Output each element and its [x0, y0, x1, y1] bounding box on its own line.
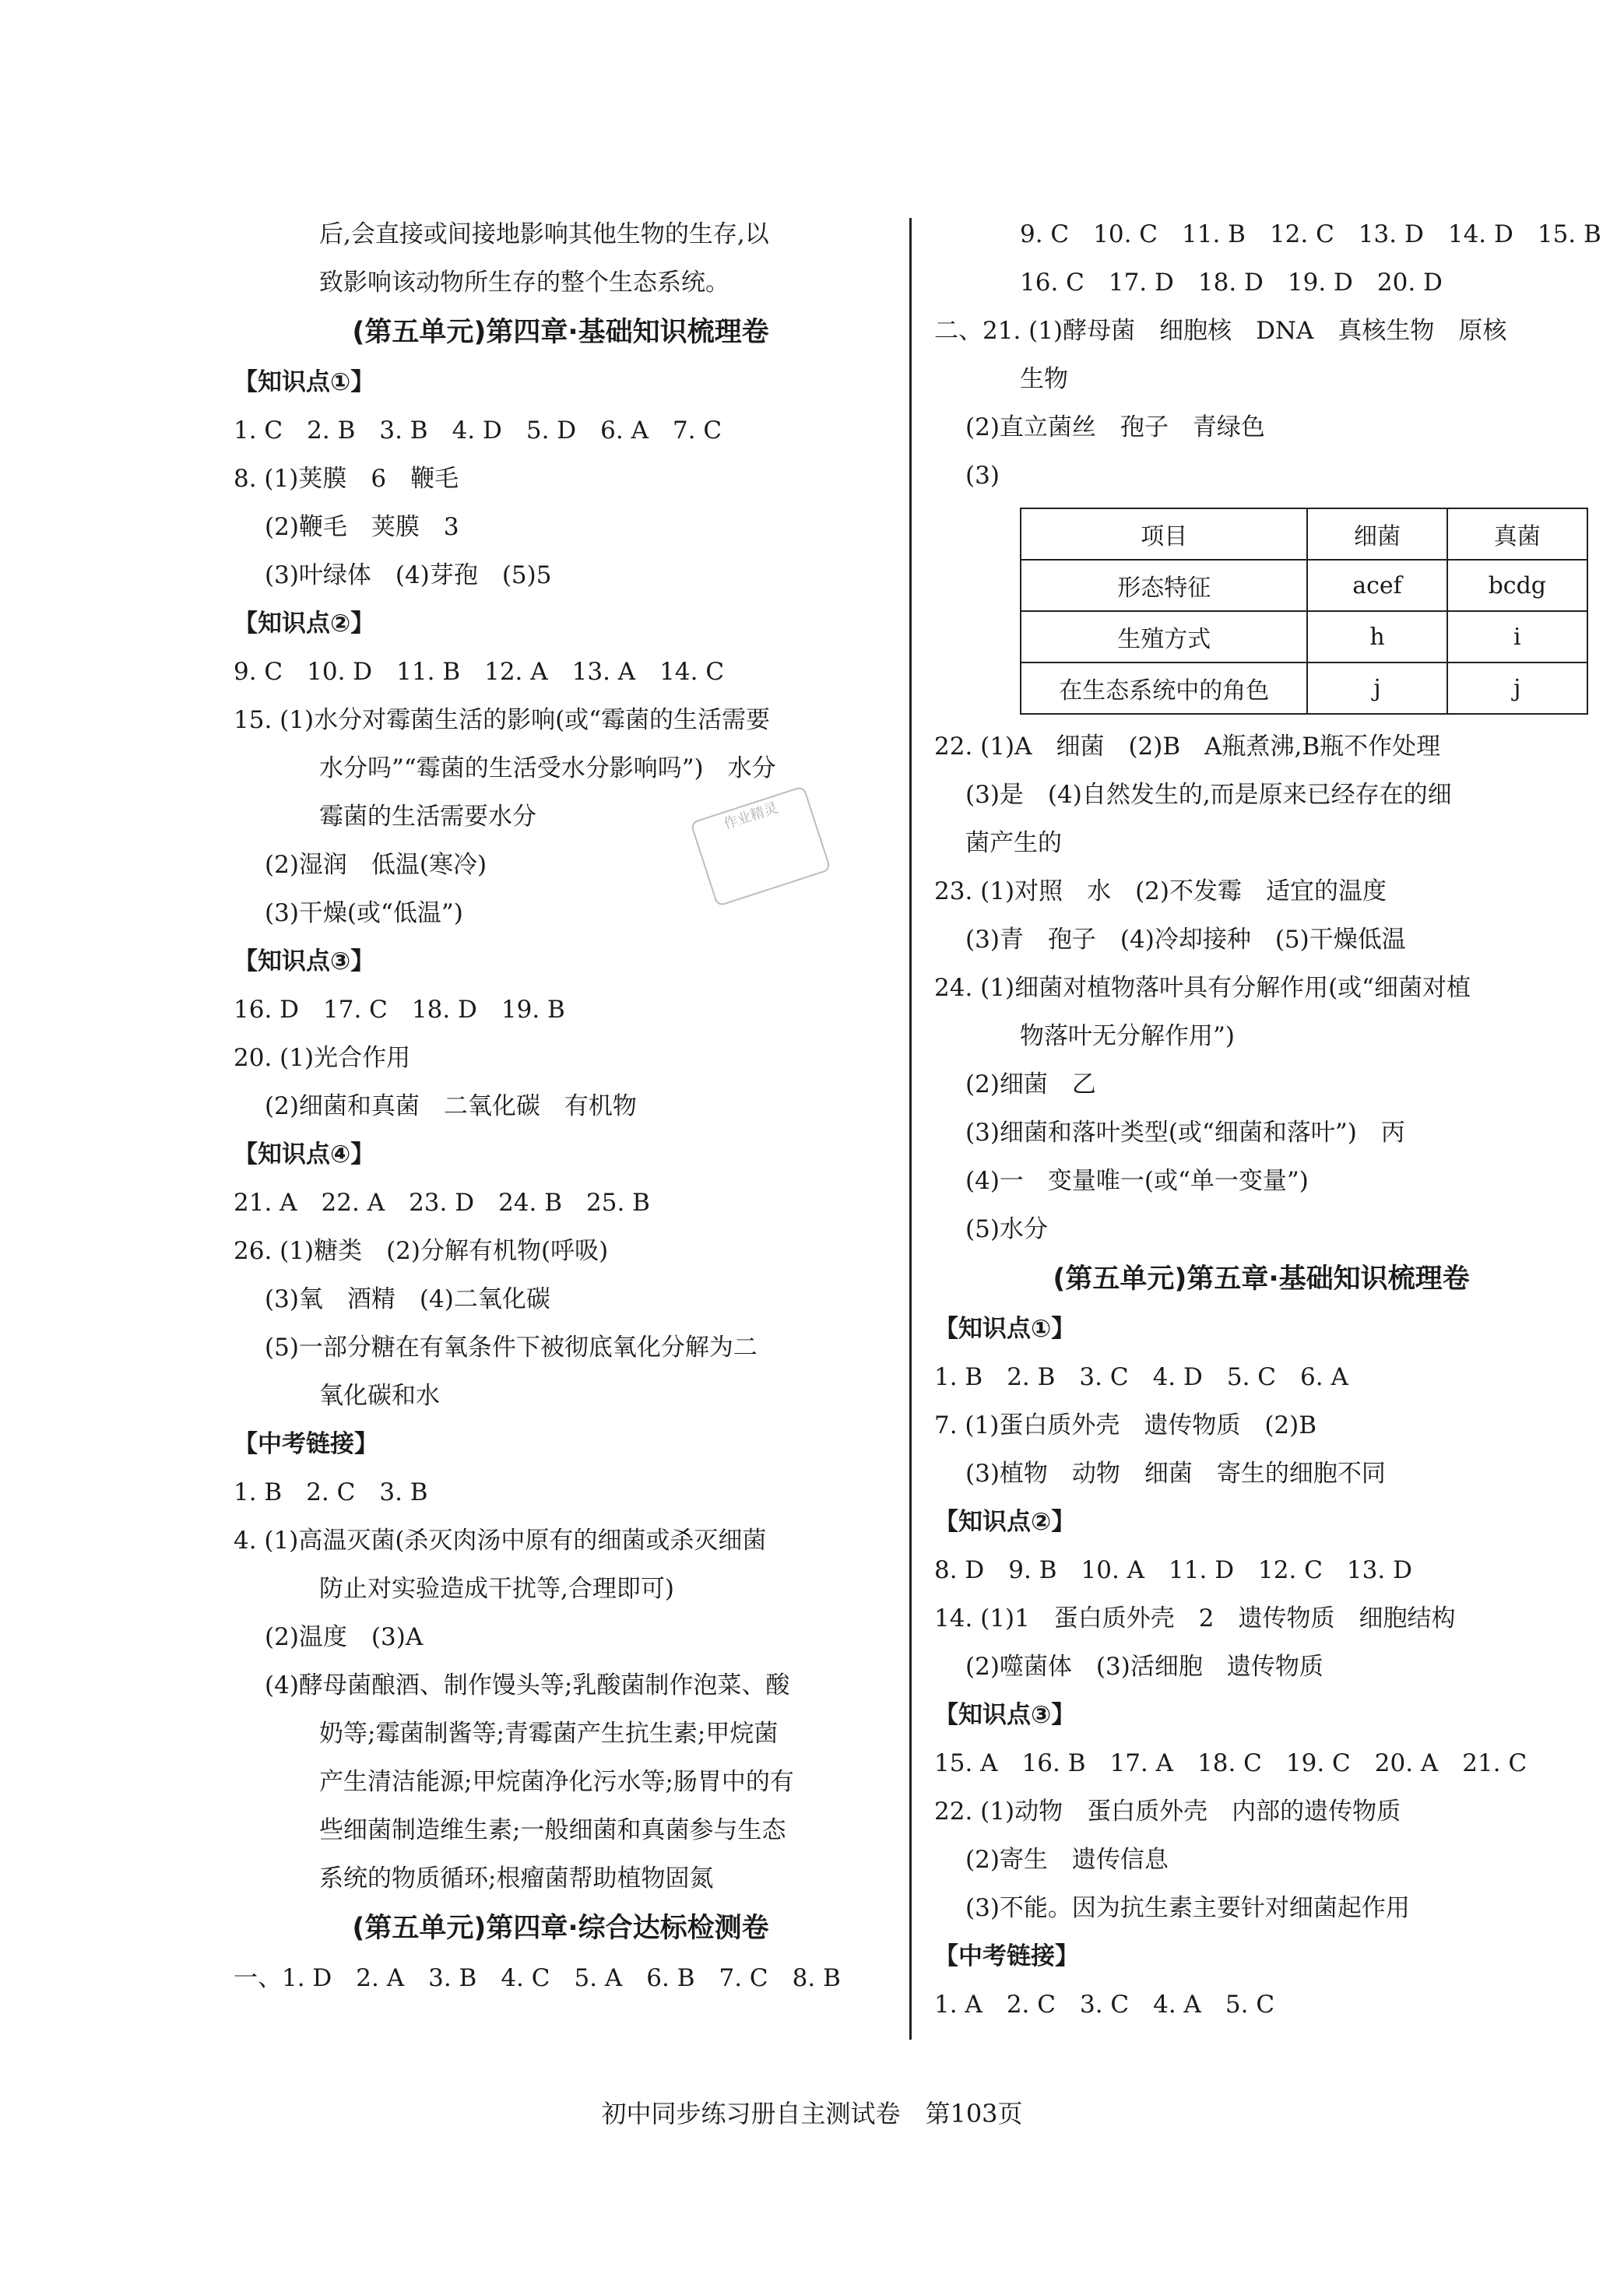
table-cell: 项目: [1021, 508, 1307, 560]
knowledge-point-label: 【知识点①】: [934, 1315, 1076, 1343]
section-heading: (第五单元)第五章·基础知识梳理卷: [1053, 1263, 1470, 1295]
answer-line: 1. C 2. B 3. B 4. D 5. D 6. A 7. C: [234, 416, 722, 445]
table-cell: j: [1307, 663, 1446, 714]
table-row: [1021, 508, 1587, 560]
answer-line: 15. A 16. B 17. A 18. C 19. C 20. A 21. C: [934, 1749, 1527, 1777]
answer-line: 氧化碳和水: [319, 1382, 440, 1410]
answer-line: 8. (1)荚膜 6 鞭毛: [234, 465, 459, 493]
answer-line: (4)酵母菌酿酒、制作馒头等;乳酸菌制作泡菜、酸: [265, 1671, 790, 1699]
answer-line: (3)植物 动物 细菌 寄生的细胞不同: [965, 1460, 1386, 1488]
answer-line: 二、21. (1)酵母菌 细胞核 DNA 真核生物 原核: [934, 317, 1507, 345]
answer-line: 后,会直接或间接地影响其他生物的生存,以: [319, 220, 769, 248]
answer-line: 15. (1)水分对霉菌生活的影响(或“霉菌的生活需要: [234, 706, 771, 734]
knowledge-point-label: 【知识点②】: [234, 610, 375, 638]
table-cell: bcdg: [1447, 560, 1587, 611]
answer-line: (3)叶绿体 (4)芽孢 (5)5: [265, 561, 552, 589]
answer-line: 21. A 22. A 23. D 24. B 25. B: [234, 1189, 650, 1217]
answer-line: 16. D 17. C 18. D 19. B: [234, 996, 565, 1024]
answer-line: 些细菌制造维生素;一般细菌和真菌参与生态: [319, 1816, 786, 1844]
answer-line: 4. (1)高温灭菌(杀灭肉汤中原有的细菌或杀灭细菌: [234, 1527, 767, 1555]
answer-line: 16. C 17. D 18. D 19. D 20. D: [1020, 269, 1443, 297]
table-cell: 生殖方式: [1021, 611, 1307, 663]
answer-line: 1. B 2. B 3. C 4. D 5. C 6. A: [934, 1363, 1348, 1391]
knowledge-point-label: 【知识点②】: [934, 1508, 1076, 1536]
answer-line: 22. (1)A 细菌 (2)B A瓶煮沸,B瓶不作处理: [934, 733, 1441, 761]
answer-line: 24. (1)细菌对植物落叶具有分解作用(或“细菌对植: [934, 974, 1471, 1002]
section-heading: (第五单元)第四章·综合达标检测卷: [352, 1913, 769, 1944]
answer-line: (2)噬菌体 (3)活细胞 遗传物质: [965, 1653, 1323, 1681]
table-cell: acef: [1307, 560, 1446, 611]
answer-line: 致影响该动物所生存的整个生态系统。: [319, 269, 729, 297]
table-row: [1021, 663, 1587, 714]
knowledge-point-label: 【知识点①】: [234, 368, 375, 396]
answer-line: (2)细菌和真菌 二氧化碳 有机物: [265, 1092, 637, 1120]
answer-line: 菌产生的: [965, 829, 1062, 857]
answer-line: (2)细菌 乙: [965, 1070, 1096, 1098]
watermark-stamp: 作业精灵: [690, 786, 831, 907]
table-cell: i: [1447, 611, 1587, 663]
answer-line: (3)干燥(或“低温”): [265, 899, 463, 927]
answer-line: (3): [965, 462, 1000, 490]
knowledge-point-label: 【知识点③】: [934, 1701, 1076, 1729]
table-cell: 真菌: [1447, 508, 1587, 560]
answer-line: (4)一 变量唯一(或“单一变量”): [965, 1167, 1309, 1195]
answer-line: (2)直立菌丝 孢子 青绿色: [965, 413, 1265, 441]
comparison-table: [1020, 508, 1588, 715]
answer-line: 7. (1)蛋白质外壳 遗传物质 (2)B: [934, 1411, 1317, 1439]
answer-line: (3)青 孢子 (4)冷却接种 (5)干燥低温: [965, 926, 1406, 954]
answer-line: (5)水分: [965, 1215, 1048, 1243]
table-cell: 形态特征: [1021, 560, 1307, 611]
table-cell: 细菌: [1307, 508, 1446, 560]
table-cell: 在生态系统中的角色: [1021, 663, 1307, 714]
knowledge-point-label: 【知识点④】: [234, 1140, 375, 1169]
answer-line: 23. (1)对照 水 (2)不发霉 适宜的温度: [934, 877, 1387, 905]
answer-line: 物落叶无分解作用”): [1020, 1022, 1235, 1050]
table-cell: j: [1447, 663, 1587, 714]
answer-line: 9. C 10. C 11. B 12. C 13. D 14. D 15. B: [1020, 220, 1601, 248]
answer-line: 防止对实验造成干扰等,合理即可): [319, 1575, 674, 1603]
answer-line: 产生清洁能源;甲烷菌净化污水等;肠胃中的有: [319, 1768, 794, 1796]
answer-line: 水分吗”“霉菌的生活受水分影响吗”) 水分: [319, 754, 776, 782]
answer-line: (3)细菌和落叶类型(或“细菌和落叶”) 丙: [965, 1119, 1405, 1147]
page-footer: 初中同步练习册自主测试卷 第103页: [601, 2099, 1023, 2128]
answer-line: 22. (1)动物 蛋白质外壳 内部的遗传物质: [934, 1798, 1401, 1826]
knowledge-point-label: 【知识点③】: [234, 947, 375, 975]
answer-line: (2)寄生 遗传信息: [965, 1846, 1169, 1874]
answer-line: 奶等;霉菌制酱等;青霉菌产生抗生素;甲烷菌: [319, 1720, 779, 1748]
knowledge-point-label: 【中考链接】: [234, 1430, 378, 1458]
knowledge-point-label: 【中考链接】: [934, 1942, 1079, 1970]
table-row: [1021, 611, 1587, 663]
answer-line: 生物: [1020, 365, 1068, 393]
answer-line: 20. (1)光合作用: [234, 1044, 411, 1072]
answer-line: 系统的物质循环;根瘤菌帮助植物固氮: [319, 1864, 714, 1893]
answer-line: 霉菌的生活需要水分: [319, 803, 536, 831]
answer-line: (3)不能。因为抗生素主要针对细菌起作用: [965, 1894, 1410, 1922]
answer-line: (2)温度 (3)A: [265, 1623, 424, 1651]
answer-line: 9. C 10. D 11. B 12. A 13. A 14. C: [234, 658, 725, 686]
table-cell: h: [1307, 611, 1446, 663]
answer-line: 14. (1)1 蛋白质外壳 2 遗传物质 细胞结构: [934, 1604, 1456, 1633]
table-row: [1021, 560, 1587, 611]
answer-line: 1. A 2. C 3. C 4. A 5. C: [934, 1991, 1275, 2019]
answer-line: (3)是 (4)自然发生的,而是原来已经存在的细: [965, 781, 1452, 809]
answer-line: 一、1. D 2. A 3. B 4. C 5. A 6. B 7. C 8. B: [234, 1964, 841, 1992]
answer-line: (5)一部分糖在有氧条件下被彻底氧化分解为二: [265, 1334, 758, 1362]
answer-line: 26. (1)糖类 (2)分解有机物(呼吸): [234, 1237, 609, 1265]
answer-line: 8. D 9. B 10. A 11. D 12. C 13. D: [934, 1556, 1412, 1584]
answer-line: (3)氧 酒精 (4)二氧化碳: [265, 1285, 550, 1313]
answer-line: (2)湿润 低温(寒冷): [265, 851, 487, 879]
section-heading: (第五单元)第四章·基础知识梳理卷: [352, 317, 769, 348]
answer-line: 1. B 2. C 3. B: [234, 1478, 428, 1506]
answer-line: (2)鞭毛 荚膜 3: [265, 513, 459, 541]
left-column: [234, 210, 888, 2002]
right-column: [934, 210, 1601, 2029]
column-divider: [909, 218, 912, 2040]
